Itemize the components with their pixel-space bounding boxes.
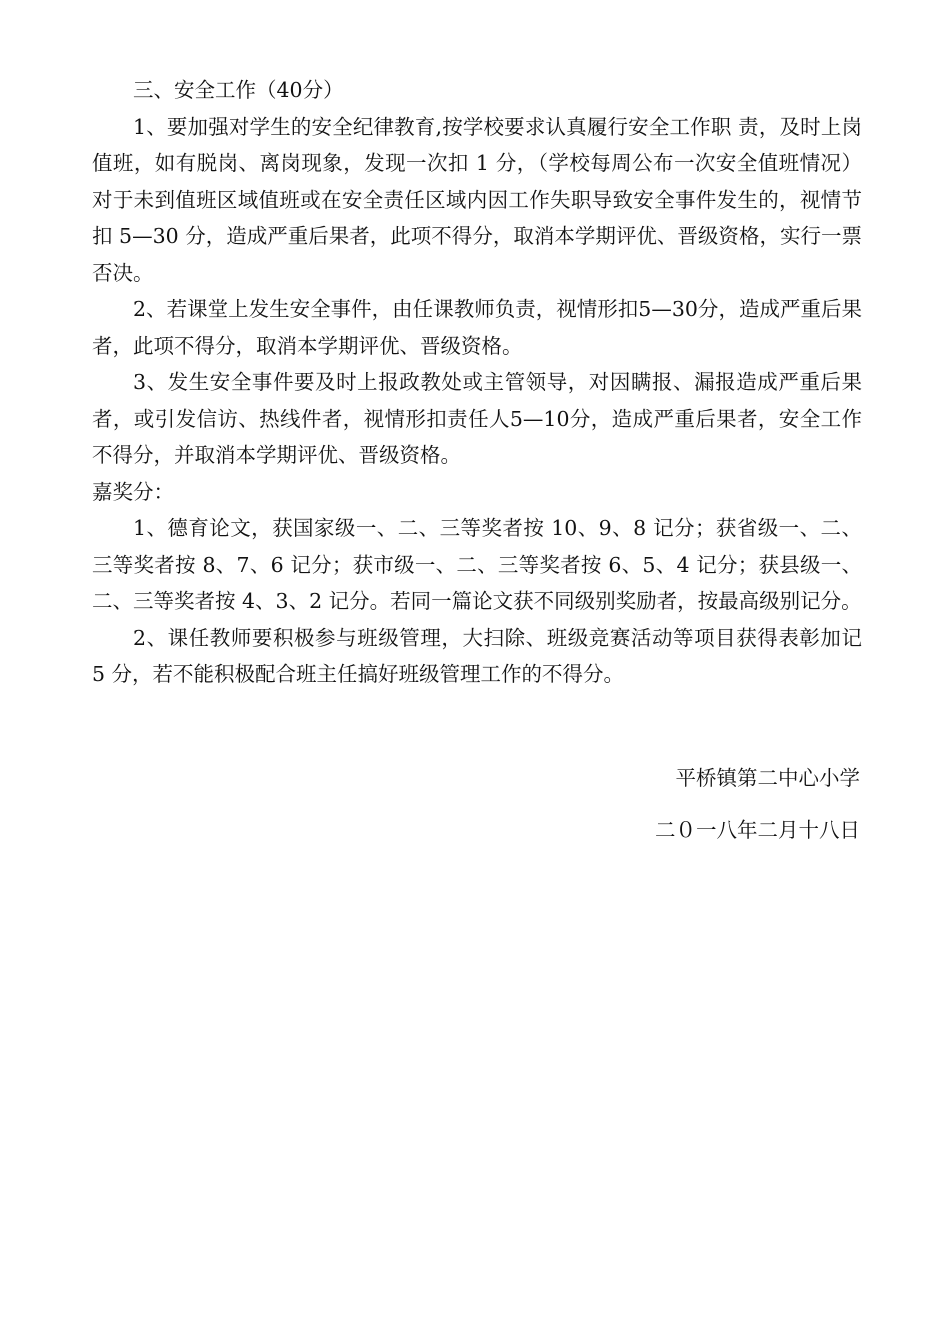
safety-item-2: 2、若课堂上发生安全事件，由任课教师负责，视情形扣5—30分，造成严重后果者，此项不得分，取消本学期评优、晋级资格。 [92, 297, 862, 358]
document-body [92, 72, 862, 693]
section-heading-safety: 三、安全工作（40分） [133, 78, 344, 102]
signature-date: 二０一八年二月十八日 [655, 818, 860, 842]
signature-organization: 平桥镇第二中心小学 [675, 766, 860, 790]
bonus-item-1: 1、德育论文，获国家级一、二、三等奖者按 10、9、8 记分；获省级一、二、三等奖者按 8、7、6 记分；获市级一、二、三等奖者按 6、5、4 记分；获县级一、二、三等奖者按 4、3、2 记分。若同一篇论文获不同级别奖励者，按最高级别记分。 [92, 516, 862, 613]
section-heading-bonus: 嘉奖分： [92, 479, 174, 504]
bonus-item-2: 2、课任教师要积极参与班级管理，大扫除、班级竞赛活动等项目获得表彰加记 5 分，若不能积极配合班主任搞好班级管理工作的不得分。 [92, 625, 862, 686]
safety-item-3: 3、发生安全事件要及时上报政教处或主管领导，对因瞒报、漏报造成严重后果者，或引发信访、热线件者，视情形扣责任人5—10分，造成严重后果者，安全工作不得分，并取消本学期评优、晋级资格。 [92, 370, 862, 467]
safety-item-1: 1、要加强对学生的安全纪律教育,按学校要求认真履行安全工作职 责，及时上岗值班，如有脱岗、离岗现象，发现一次扣 1 分，（学校每周公布一次安全值班情况）对于未到值班区域值班或在安全责任区域内因工作失职导致安全事件发生的，视情节扣 5—30 分，造成严重后果者，此项不得分，取消本学期评优、晋级资格，实行一票否决。 [92, 114, 862, 285]
